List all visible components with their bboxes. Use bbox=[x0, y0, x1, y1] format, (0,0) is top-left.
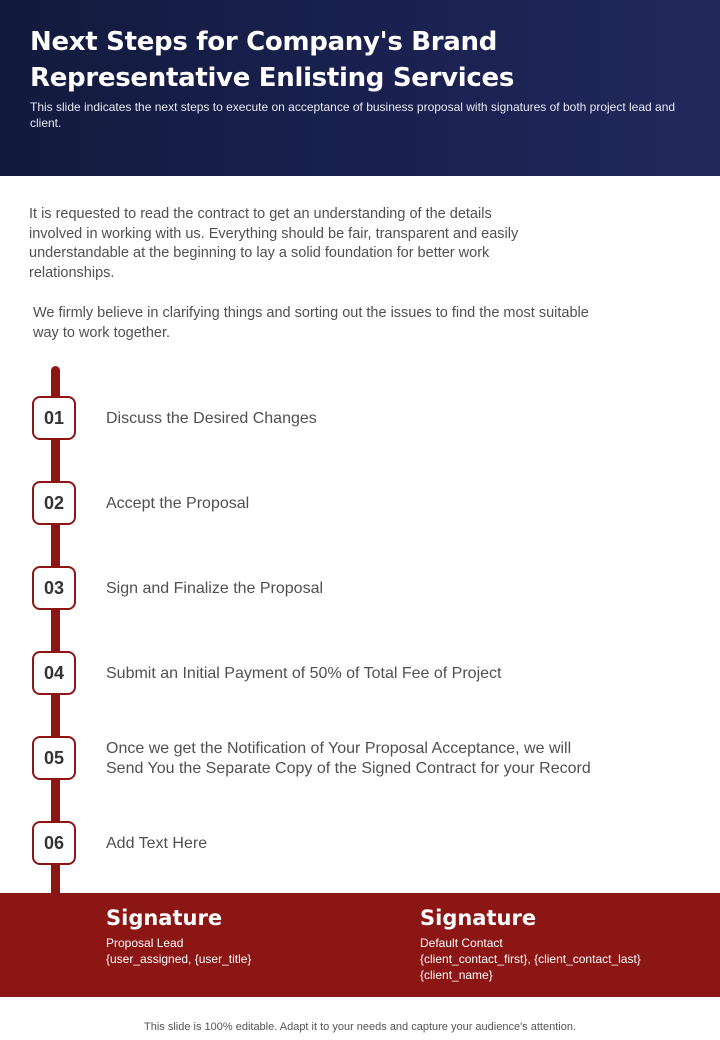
step-text: Add Text Here bbox=[106, 835, 208, 852]
signature-detail: {client_contact_first}, {client_contact_last} bbox=[420, 952, 641, 966]
page-subtitle: This slide indicates the next steps to execute on acceptance of business proposal with signatures of both project lead and client. bbox=[30, 100, 676, 130]
page-title: Next Steps for Company's Brand Representative Enlisting Services bbox=[30, 27, 515, 93]
signature-detail-2: {client_name} bbox=[420, 968, 493, 982]
footer-note: This slide is 100% editable. Adapt it to your needs and capture your audience's attention. bbox=[144, 1021, 576, 1033]
signature-detail: {user_assigned, {user_title} bbox=[106, 952, 252, 966]
step-text: Once we get the Notification of Your Proposal Acceptance, we will Send You the Separate Copy of the Signed Contract for your Record bbox=[106, 740, 591, 777]
intro-paragraph-1: It is requested to read the contract to get an understanding of the details involved in working with us. Everything should be fair, transparent and easily understandable at the beginning to lay a solid foundation for better work relationships. bbox=[29, 206, 519, 281]
step-number-box: 05 bbox=[32, 736, 76, 780]
signature-title: Signature bbox=[106, 906, 223, 930]
step-text: Sign and Finalize the Proposal bbox=[106, 580, 324, 597]
signature-role: Proposal Lead bbox=[106, 936, 184, 950]
step-number-box: 02 bbox=[32, 481, 76, 525]
signature-block-lead bbox=[106, 903, 251, 967]
signature-title: Signature bbox=[420, 906, 537, 930]
step-text: Accept the Proposal bbox=[106, 495, 250, 512]
header-banner bbox=[0, 0, 720, 176]
signature-band bbox=[0, 893, 720, 997]
intro-paragraph-2: We firmly believe in clarifying things and sorting out the issues to find the most suitable way to work together. bbox=[33, 305, 589, 341]
step-text: Submit an Initial Payment of 50% of Total Fee of Project bbox=[106, 665, 502, 682]
step-number-box: 03 bbox=[32, 566, 76, 610]
signature-role: Default Contact bbox=[420, 936, 503, 950]
step-number-box: 06 bbox=[32, 821, 76, 865]
step-number-box: 04 bbox=[32, 651, 76, 695]
step-number-box: 01 bbox=[32, 396, 76, 440]
signature-block-client bbox=[420, 903, 641, 983]
step-text: Discuss the Desired Changes bbox=[106, 410, 317, 427]
